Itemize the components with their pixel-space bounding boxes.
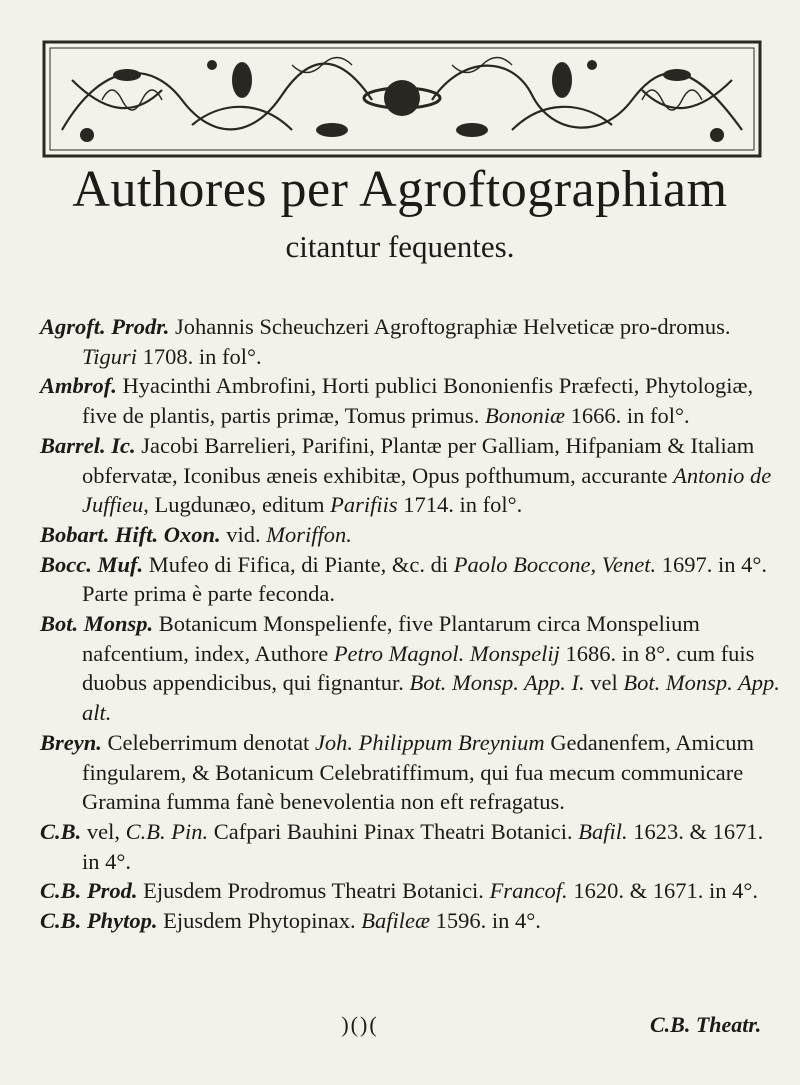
entry-text: Bafil. [578, 818, 628, 844]
entry-text: Gedanenfem, Amicum fingularem, & Botanicum Celebratiffimum, qui fua mecum communicare Gramina fumma fanè benevolentia non eft refragatus. [82, 729, 754, 815]
catchword: C.B. Theatr. [650, 1012, 762, 1037]
author-entry [40, 371, 780, 430]
entry-abbreviation: C.B. Phytop. [40, 908, 158, 934]
entry-abbreviation: Bot. Monsp. [40, 611, 154, 637]
entry-text: Francof. [489, 878, 568, 904]
entry-text: Jacobi Barrelieri, Parifini, Plantæ per Galliam, Hifpaniam & Italiam obfervatæ, Iconibus æneis exhibitæ, Opus pofthumum, accurante [82, 432, 755, 488]
author-entry [40, 876, 780, 906]
author-entry [40, 550, 780, 609]
entry-text: C.B. Pin. [125, 818, 209, 844]
entry-abbreviation: Breyn. [40, 729, 102, 755]
author-entry [40, 906, 780, 936]
entry-text: Botanicum Monspelienfe, five Plantarum circa Monspelium nafcentium, index, Authore [82, 611, 700, 666]
entry-text: , Lugdunæo, editum [143, 492, 331, 518]
entry-abbreviation: Agroft. Prodr. [40, 314, 170, 339]
author-entry [40, 312, 780, 371]
entry-text: Bononiæ [484, 403, 565, 429]
entry-text: Ejusdem Phytopinax. [157, 908, 362, 934]
entry-abbreviation: Bobart. Hift. Oxon. [40, 521, 221, 547]
entry-abbreviation: Bocc. Muf. [40, 551, 144, 577]
entry-text: Bot. Monsp. App. alt. [82, 670, 780, 726]
entry-text: 1666. in fol°. [565, 403, 690, 429]
entry-text: vel, [81, 818, 126, 844]
author-entry [40, 817, 780, 876]
entry-text: 1686. in 8°. cum fuis duobus appendicibus, qui fignantur. [82, 640, 755, 696]
entry-text: 1697. in 4°. Parte prima è parte feconda. [82, 551, 768, 607]
entry-text: Hyacinthi Ambrofini, Horti publici Bononienfis Præfecti, Phytologiæ, five de plantis, partis primæ, Tomus primus. [82, 373, 754, 429]
entry-text: Joh. Philippum Breynium [314, 729, 545, 755]
entry-text: Paolo Boccone, Venet. [453, 551, 657, 577]
entry-abbreviation: C.B. Prod. [40, 878, 138, 904]
page-title: Authores per Agroftographiam [72, 161, 728, 218]
entry-text: Petro Magnol. Monspelij [333, 640, 560, 666]
author-entry [40, 609, 780, 728]
entry-text: Parifiis [330, 492, 398, 518]
entry-text: Celeberrimum denotat [101, 729, 315, 755]
entry-text: 1714. in fol°. [397, 492, 523, 518]
author-list [40, 312, 780, 936]
entry-text: vid. [220, 521, 267, 547]
entry-text: vel [584, 670, 624, 696]
entry-text: 1708. in fol°. [137, 343, 262, 369]
entry-text: Antonio de Juffieu [82, 462, 772, 518]
author-entry [40, 431, 780, 520]
entry-text: 1596. in 4°. [430, 908, 541, 934]
page-subtitle: citantur fequentes. [285, 229, 515, 264]
entry-text: Cafpari Bauhini Pinax Theatri Botanici. [208, 818, 579, 844]
entry-text: Ejusdem Prodromus Theatri Botanici. [137, 878, 490, 904]
signature-mark: )()( [341, 1012, 379, 1037]
entry-text: Bafileæ [361, 908, 431, 934]
entry-text: Mufeo di Fifica, di Piante, &c. di [143, 551, 454, 577]
entry-text: Bot. Monsp. App. I. [409, 670, 585, 696]
entry-text: 1620. & 1671. in 4°. [567, 878, 758, 904]
entry-abbreviation: C.B. [40, 818, 82, 844]
entry-text: Tiguri [82, 343, 138, 369]
author-entry [40, 520, 780, 550]
entry-abbreviation: Ambrof. [40, 373, 117, 399]
entry-abbreviation: Barrel. Ic. [40, 432, 136, 458]
entry-text: 1623. & 1671. in 4°. [82, 818, 764, 874]
entry-text: Johannis Scheuchzeri Agroftographiæ Helveticæ pro-dromus. [169, 314, 731, 339]
ornamental-headpiece [42, 40, 762, 158]
author-entry [40, 728, 780, 817]
entry-text: Moriffon. [266, 521, 352, 547]
